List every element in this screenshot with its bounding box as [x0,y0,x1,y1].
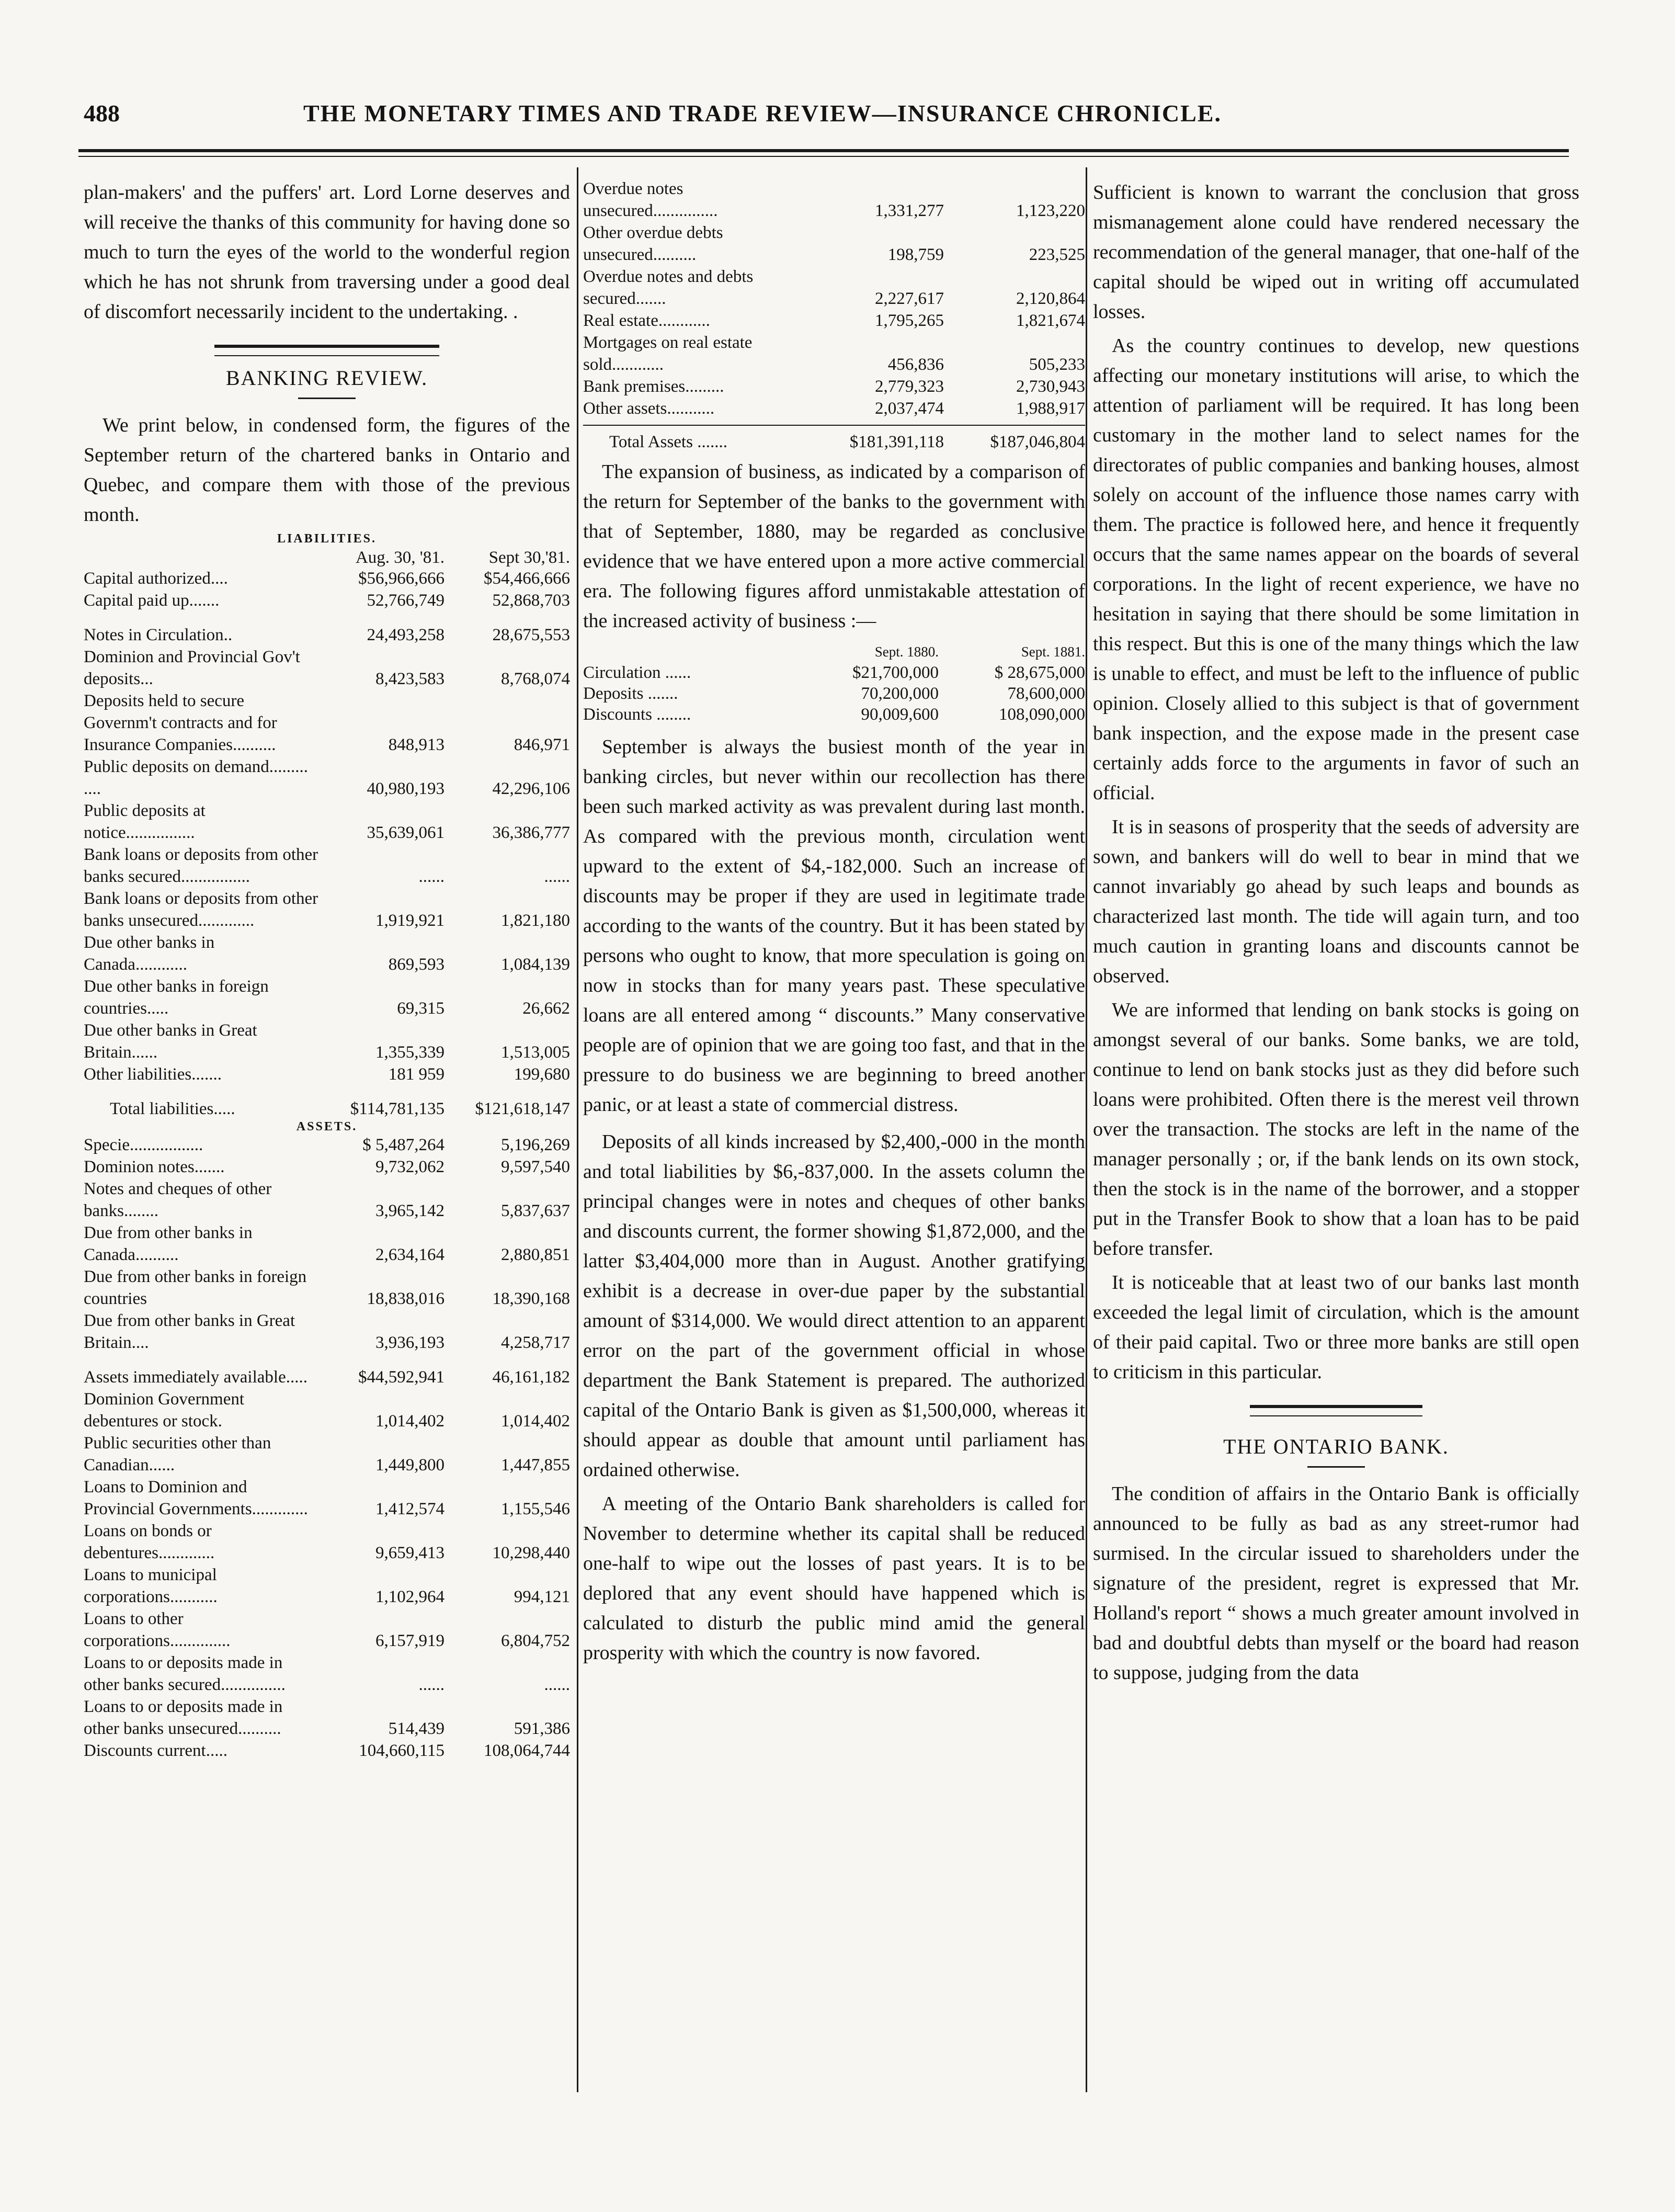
row-label: Loans on bonds or debentures............. [84,1522,215,1562]
row-value-2: 1,084,139 [501,955,570,974]
table-row [84,1266,570,1310]
total-liabilities-row [84,1098,570,1120]
table-row [84,975,570,1019]
comparison-header [583,641,1085,662]
row-label: Loans to Dominion and Provincial Governments............. [84,1478,308,1518]
row-value-2: 199,680 [514,1065,570,1084]
row-value-2: 223,525 [1029,245,1085,264]
header-rule-thin [78,156,1569,157]
row-value-2: 78,600,000 [1007,684,1085,703]
table-row [583,376,1085,398]
row-label: Other assets........... [583,399,715,418]
row-label: Notes and cheques of other banks........ [84,1179,272,1220]
ontario-bank-paragraph: The condition of affairs in the Ontario Bank is officially announced to be fully as bad as any street-rumor had surmised. In the circular issued to shareholders under the signature of the president, regret is expressed that Mr. Holland's report “ shows a much greater amount involved in bad and doubtful debts than myself or the board had reason to suppose, judging from the data [1093,1483,1579,1684]
table-row [84,690,570,756]
row-label: Due from other banks in Great Britain.... [84,1311,295,1352]
table-row [583,704,1085,725]
row-value-1: 104,660,115 [359,1741,445,1760]
table-row [84,888,570,932]
row-value-1: ...... [418,867,445,886]
row-value-2: 10,298,440 [492,1544,570,1562]
row-value-2: 1,155,546 [501,1500,570,1518]
table-row [84,800,570,844]
table-row [84,1310,570,1354]
row-value-1: 2,227,617 [875,289,944,308]
row-label: Public securities other than Canadian...... [84,1434,271,1474]
row-value-2: 36,386,777 [492,823,570,842]
row-label: Specie................. [84,1136,203,1154]
row-value-2: 46,161,182 [492,1368,570,1387]
row-label: Due from other banks in foreign countries [84,1267,307,1308]
row-value-1: 40,980,193 [367,779,445,798]
row-value-1: ...... [418,1675,445,1694]
liabilities-heading: LIABILITIES. [277,532,377,546]
table-row [583,178,1085,222]
row-label: Total liabilities..... [110,1099,235,1118]
table-row [84,1019,570,1063]
row-label: Circulation ...... [583,663,691,682]
row-value-1: $ 5,487,264 [362,1136,445,1154]
capital-rows [84,568,570,611]
column-3 [1093,178,1579,2082]
row-value-1: $44,592,941 [358,1368,445,1387]
table-row [84,1652,570,1696]
table-row [583,662,1085,683]
row-value-2: 9,597,540 [501,1158,570,1176]
row-value-2: 505,233 [1029,355,1085,374]
row-label: Other overdue debts unsecured.......... [583,223,723,264]
row-label: Overdue notes and debts secured....... [583,267,754,308]
section-title-banking-review: BANKING REVIEW. [225,366,428,390]
row-label: Other liabilities....... [84,1065,222,1084]
row-value-2: 4,258,717 [501,1333,570,1352]
table-row [583,332,1085,376]
table-row [84,624,570,646]
row-label: Discounts current..... [84,1741,227,1760]
row-value-2: 2,880,851 [501,1245,570,1264]
table-column-headers [84,548,570,568]
table-row [583,266,1085,310]
row-label: Capital paid up....... [84,591,220,610]
row-label: Bank premises......... [583,377,724,396]
table-row [84,1388,570,1432]
table-row [84,1696,570,1740]
row-value-2: 52,868,703 [492,591,570,610]
row-value-1: 24,493,258 [367,626,445,644]
september-paragraph: September is always the busiest month of the year in banking circles, but never within our recollection has there been such marked activity as was prevalent during last month. As compared with the previous month, circulation went upward to the extent of $4,-182,000. Such an increase of discounts may be proper if they are used in legitimate trade according to the wants of the country. But it has been stated by persons who ought to know, that more speculation is going on now in stocks than for many years past. These speculative loans are all entered among “ discounts.” Many conservative people are of opinion that we are going too fast, and that in the pressure to do business we are beginning to breed another panic, or at least a state of commercial distress. [583,736,1085,1116]
row-label: Public deposits at notice................ [84,801,206,842]
article-continuation: plan-makers' and the puffers' art. Lord Lorne deserves and will receive the thanks of this community for having done so much to turn the eyes of the world to the wonderful region which he has not shrunk from traversing under a good deal of discomfort necessarily incident to the undertaking. . [84,182,570,323]
row-value-2: ...... [544,867,570,886]
table-row [84,1476,570,1520]
circulation-limit-paragraph: It is noticeable that at least two of our banks last month exceeded the legal limit of circulation, which is the amount of their paid capital. Two or three more banks are still open to criticism in this particular. [1093,1272,1579,1383]
table-row [583,310,1085,332]
row-value-1: 90,009,600 [861,705,939,724]
row-value-1: 3,965,142 [375,1201,445,1220]
row-value-2: 1,821,674 [1016,311,1085,330]
row-value-2: 846,971 [514,735,570,754]
table-row [84,1178,570,1222]
row-value-1: 69,315 [397,999,445,1018]
row-value-2: 42,296,106 [492,779,570,798]
row-value-2: 28,675,553 [492,626,570,644]
table-row [84,1740,570,1762]
table-row [583,222,1085,266]
row-value-2: 26,662 [522,999,570,1018]
row-value-sept: $121,618,147 [475,1099,570,1118]
row-label: Total Assets ....... [609,433,727,451]
assets-heading: ASSETS. [296,1120,358,1133]
expansion-paragraph: The expansion of business, as indicated by a comparison of the return for September of the banks to the government with that of September, 1880, may be regarded as conclusive evidence that we have entered upon a more active commercial era. The following figures afford unmistakable attestation of the increased activity of business :— [583,461,1085,632]
header-rule-heavy [78,149,1569,152]
row-value-sept: $187,046,804 [990,433,1085,451]
column-2 [583,178,1085,2082]
row-label: Notes in Circulation.. [84,626,233,644]
row-label: Dominion and Provincial Gov't deposits... [84,648,300,688]
row-value-1: 1,919,921 [375,911,445,930]
column-header-1881: Sept. 1881. [1021,644,1085,660]
table-row [84,932,570,975]
row-value-2: 108,064,744 [484,1741,570,1760]
column-header-1880: Sept. 1880. [874,644,939,660]
row-value-2: 591,386 [514,1719,570,1738]
total-rule [583,425,1085,426]
row-value-1: 1,412,574 [375,1500,445,1518]
column-divider [577,167,578,2092]
table-row [84,1156,570,1178]
row-value-2: 2,120,864 [1016,289,1085,308]
row-label: Dominion notes....... [84,1158,225,1176]
row-value-1: 52,766,749 [367,591,445,610]
row-value-2: 994,121 [514,1587,570,1606]
running-title: THE MONETARY TIMES AND TRADE REVIEW—INSURANCE CHRONICLE. [303,100,1222,127]
table-row [84,1520,570,1564]
row-value-1: 2,634,164 [375,1245,445,1264]
table-row [84,1366,570,1388]
row-label: Mortgages on real estate sold............ [583,333,753,374]
row-value-2: 1,014,402 [501,1412,570,1431]
table-row [84,568,570,589]
row-value-1: 9,732,062 [375,1158,445,1176]
table-row [583,398,1085,419]
deposits-paragraph: Deposits of all kinds increased by $2,400,-000 in the month and total liabilities by $6,-837,000. In the assets column the principal changes were in notes and cheques of other banks and discounts current, the former showing $1,872,000, and the latter $3,404,000 more than in August. Another gratifying exhibit is a decrease in over-due paper by the substantial amount of $314,000. We would direct attention to an apparent error on the part of the government official in whose department the Bank Statement is prepared. The authorized capital of the Ontario Bank is given as $1,500,000, whereas it should appear as double that amount until parliament has ordained otherwise. [583,1131,1085,1481]
row-value-aug: $181,391,118 [849,433,944,451]
row-value-1: 456,836 [887,355,944,374]
row-value-1: 1,102,964 [375,1587,445,1606]
page-header [78,99,1569,141]
section-ornament [214,345,439,356]
row-value-1: 1,014,402 [375,1412,445,1431]
row-value-1: 1,355,339 [375,1043,445,1062]
mismanagement-paragraph: Sufficient is known to warrant the conclusion that gross mismanagement alone could have rendered necessary the recommendation of the general manager, that one-half of the capital should be wiped out in writing off accumulated losses. [1093,182,1579,323]
row-label: Assets immediately available..... [84,1368,307,1387]
row-value-2: 1,447,855 [501,1456,570,1474]
row-label: Deposits held to secure Governm't contracts and for Insurance Companies.......... [84,691,277,754]
column-1 [84,178,570,2082]
row-value-2: 6,804,752 [501,1631,570,1650]
row-value-2: 18,390,168 [492,1289,570,1308]
table-row [84,1608,570,1652]
table-row [84,756,570,800]
row-label: Deposits ....... [583,684,678,703]
row-label: Due from other banks in Canada.......... [84,1223,253,1264]
prosperity-paragraph: It is in seasons of prosperity that the seeds of adversity are sown, and bankers will do well to bear in mind that we cannot invariably go ahead by such leaps and bounds as characterized last month. The tide will again turn, and too much caution in granting loans and discounts cannot be observed. [1093,816,1579,987]
row-value-1: 869,593 [388,955,445,974]
row-value-1: 198,759 [887,245,944,264]
row-value-2: 5,196,269 [501,1136,570,1154]
row-label: Dominion Government debentures or stock. [84,1390,245,1431]
row-value-1: 1,795,265 [875,311,944,330]
row-value-2: 1,988,917 [1016,399,1085,418]
row-value-1: 6,157,919 [375,1631,445,1650]
row-value-1: 18,838,016 [367,1289,445,1308]
row-value-1: 1,449,800 [375,1456,445,1474]
row-value-2: 5,837,637 [501,1201,570,1220]
table-row [84,1063,570,1085]
row-value-2: 1,513,005 [501,1043,570,1062]
row-value-1: 2,779,323 [875,377,944,396]
bank-stocks-paragraph: We are informed that lending on bank stocks is going on amongst several of our banks. Some banks, we are told, continue to lend on bank stocks just as they did before such loans were prohibited. Often there is the merest veil thrown over the transaction. The stocks are left in the name of the manager personally ; or, if the bank lends on its own stock, then the stock is in the name of the borrower, and a stopper put in the Transfer Book to show that a loan has to be paid before transfer. [1093,999,1579,1260]
directorates-paragraph: As the country continues to develop, new questions affecting our monetary institutions will arise, to which the attention of parliament will be required. It has long been customary in the mother land to select names for the directorates of public companies and banking houses, almost solely on account of the influence those names carry with them. The practice is followed here, and hence it frequently occurs that the same names appear on the boards of several corporations. In the light of recent experience, we have no hesitation in saying that there should be some limitation in this respect. But this is one of the many things which the law is unable to effect, and must be left to the influence of public opinion. Closely allied to this subject is that of government bank inspection, and the expose made in the present case certainly adds force to the arguments in favor of such an official. [1093,335,1579,804]
banking-review-intro: We print below, in condensed form, the figures of the September return of the chartered banks in Ontario and Quebec, and compare them with those of the previous month. [84,414,570,526]
meeting-paragraph: A meeting of the Ontario Bank shareholders is called for November to determine whether its capital shall be reduced one-half to wipe out the losses of past years. It is to be deplored that any event should have happened which is calculated to disturb the public mind amid the general prosperity with which the country is now favored. [583,1493,1085,1664]
table-row [84,589,570,611]
row-label: Due other banks in Canada............ [84,933,215,974]
row-value-2: 8,768,074 [501,670,570,688]
row-value-1: 3,936,193 [375,1333,445,1352]
table-row [84,844,570,888]
assets-rows [84,1134,570,1354]
row-value-1: 1,331,277 [875,201,944,220]
row-value-2: ...... [544,1675,570,1694]
assets-rows-continued [84,1366,570,1762]
table-row [84,646,570,690]
section-ornament [1250,1405,1422,1416]
table-row [583,683,1085,704]
row-value-2: 1,123,220 [1016,201,1085,220]
row-label: Overdue notes unsecured............... [583,179,718,220]
table-row [84,1564,570,1608]
title-rule [298,398,356,399]
table-row [84,1432,570,1476]
row-value-1: 848,913 [388,735,445,754]
row-value-2: 108,090,000 [999,705,1085,724]
row-value-2: $ 28,675,000 [994,663,1085,682]
row-label: Bank loans or deposits from other banks secured................ [84,845,318,886]
row-value-1: $21,700,000 [852,663,939,682]
row-value-2: 2,730,943 [1016,377,1085,396]
comparison-table [583,641,1085,725]
assets-rows-overdue [583,178,1085,419]
row-label: Real estate............ [583,311,710,330]
row-label: Due other banks in foreign countries..... [84,977,269,1018]
column-divider [1086,167,1087,2092]
row-value-1: 70,200,000 [861,684,939,703]
row-value-1: $56,966,666 [358,569,445,588]
row-value-1: 8,423,583 [375,670,445,688]
total-assets-row [583,431,1085,453]
table-row [84,1222,570,1266]
row-label: Public deposits on demand......... .... [84,757,308,798]
table-row [84,1134,570,1156]
row-value-1: 181 959 [388,1065,445,1084]
row-value-1: 9,659,413 [375,1544,445,1562]
column-header-aug: Aug. 30, '81. [355,548,445,567]
liabilities-rows [84,624,570,1085]
row-value-1: 514,439 [388,1719,445,1738]
row-value-2: $54,466,666 [484,569,570,588]
section-title-ontario-bank: THE ONTARIO BANK. [1223,1435,1449,1458]
row-label: Loans to municipal corporations........... [84,1566,218,1606]
row-label: Capital authorized.... [84,569,228,588]
row-label: Discounts ........ [583,705,691,724]
row-label: Due other banks in Great Britain...... [84,1021,257,1062]
row-label: Loans to other corporations.............. [84,1609,231,1650]
title-rule [1307,1466,1365,1468]
column-header-sept: Sept 30,'81. [488,548,570,567]
row-value-1: 2,037,474 [875,399,944,418]
row-value-aug: $114,781,135 [350,1099,445,1118]
row-value-1: 35,639,061 [367,823,445,842]
page-number: 488 [84,100,120,127]
row-value-2: 1,821,180 [501,911,570,930]
row-label: Loans to or deposits made in other banks unsecured.......... [84,1697,283,1738]
row-label: Loans to or deposits made in other banks secured............... [84,1653,286,1694]
row-label: Bank loans or deposits from other banks unsecured............. [84,889,318,930]
